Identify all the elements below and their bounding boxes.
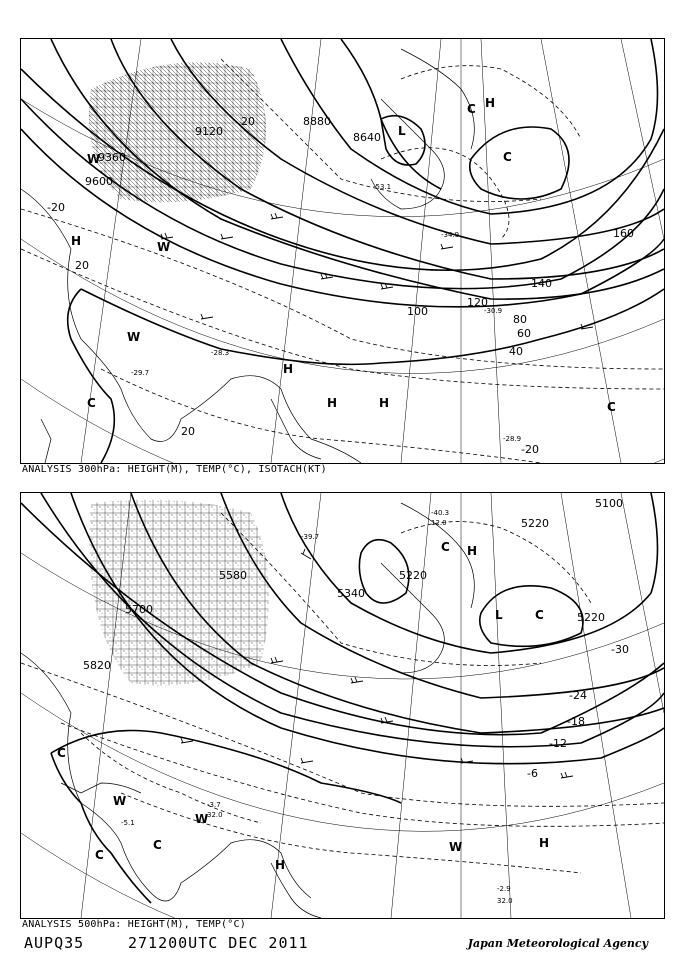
height-label: 9600: [85, 175, 113, 188]
wind-barb-icon: [301, 549, 311, 559]
isotach-label: 60: [517, 327, 531, 340]
isotach-label: 80: [513, 313, 527, 326]
wind-barb-icon: [161, 233, 173, 239]
isotach-label: 40: [509, 345, 523, 358]
isotherm-label: -24: [569, 689, 587, 702]
station-value: 12.0: [431, 519, 447, 527]
height-label: 5220: [521, 517, 549, 530]
parallel-line: [21, 379, 664, 463]
isotherm-label: -6: [527, 767, 538, 780]
station-value: 32.0: [497, 897, 513, 905]
temp-value: -30.9: [484, 307, 503, 315]
meridian-line: [561, 493, 631, 918]
meridian-line: [621, 39, 664, 239]
map-300hpa-svg: [21, 39, 664, 463]
temp-value: -28.3: [211, 349, 230, 357]
warm-center: W: [449, 840, 463, 854]
isotach-label: 20: [241, 115, 255, 128]
warm-center: H: [283, 362, 294, 376]
analysis-500hpa-map: [20, 492, 665, 919]
wind-barb-icon: [271, 213, 283, 219]
height-label: 5700: [125, 603, 153, 616]
cold-center: C: [87, 396, 96, 410]
temp-value: -34.9: [441, 231, 460, 239]
isotach-label: 100: [407, 305, 428, 318]
wind-barb-icon: [441, 244, 453, 249]
isotach-label: 140: [531, 277, 552, 290]
low-center: L: [398, 124, 406, 138]
high-center: H: [275, 858, 286, 872]
meridian-line: [491, 493, 511, 918]
warm-center: W: [127, 330, 141, 344]
station-value: 32.0: [207, 811, 223, 819]
height-label: 9120: [195, 125, 223, 138]
station-value: -5.1: [121, 819, 135, 827]
wind-barbs: [161, 213, 593, 329]
meridian-line: [271, 39, 321, 463]
parallel-line: [21, 833, 664, 918]
height-label: 5580: [219, 569, 247, 582]
warm-center: W: [113, 794, 127, 808]
wind-barb-icon: [201, 314, 213, 319]
cold-center: C: [535, 608, 544, 622]
station-value: -40.3: [431, 509, 450, 517]
isotherm-label: -12: [549, 737, 567, 750]
cold-center: C: [441, 540, 450, 554]
wind-barb-icon: [221, 234, 233, 239]
cold-center: C: [153, 838, 162, 852]
height-label: 5820: [83, 659, 111, 672]
wind-barb-icon: [351, 677, 363, 683]
cold-center: C: [57, 746, 66, 760]
high-center: H: [327, 396, 338, 410]
temp-value: -29.7: [131, 369, 150, 377]
hatched-isotach-region: [89, 62, 266, 202]
station-value: -39.7: [301, 533, 320, 541]
isotach-label: -20: [521, 443, 539, 456]
height-label: 8640: [353, 131, 381, 144]
high-center: C: [607, 400, 616, 414]
high-center: H: [539, 836, 550, 850]
meridian-line: [401, 39, 441, 463]
height-label: 8880: [303, 115, 331, 128]
wind-barb-icon: [561, 772, 573, 778]
map-500hpa-svg: [21, 493, 664, 918]
cold-center: C: [503, 150, 512, 164]
agency-name: Japan Meteorological Agency: [467, 937, 648, 950]
chart-code: AUPQ35: [24, 934, 85, 952]
analysis-300hpa-map: [20, 38, 665, 464]
high-center: H: [467, 544, 478, 558]
warm-center: W: [195, 812, 209, 826]
cold-center: H: [71, 234, 82, 248]
height-label: 5100: [595, 497, 623, 510]
isotach-label: 20: [75, 259, 89, 272]
isotach-label: 20: [181, 425, 195, 438]
station-value: -2.9: [497, 885, 511, 893]
wind-barb-icon: [271, 657, 283, 663]
valid-time: 271200UTC DEC 2011: [128, 934, 309, 952]
cold-center: C: [467, 102, 476, 116]
wind-barb-icon: [301, 758, 313, 763]
meridian-line: [391, 493, 431, 918]
height-label: 5220: [577, 611, 605, 624]
caption-500hpa: ANALYSIS 500hPa: HEIGHT(M), TEMP(°C): [22, 919, 246, 930]
low-center: L: [495, 608, 503, 622]
high-center: H: [379, 396, 390, 410]
warm-center: W: [87, 152, 101, 166]
high-center: H: [485, 96, 496, 110]
caption-300hpa: ANALYSIS 300hPa: HEIGHT(M), TEMP(°C), ISOTACH(KT): [22, 464, 327, 475]
isotherm-label: -30: [611, 643, 629, 656]
isotherm-label: -18: [567, 715, 585, 728]
height-label: 9360: [98, 151, 126, 164]
warm-center: W: [157, 240, 171, 254]
height-label: 5340: [337, 587, 365, 600]
wind-barb-icon: [381, 717, 393, 723]
height-label: 5220: [399, 569, 427, 582]
isotach-label: -20: [47, 201, 65, 214]
isotach-label: 160: [613, 227, 634, 240]
cold-center: C: [95, 848, 104, 862]
temp-value: -28.9: [503, 435, 522, 443]
station-value: -3.7: [207, 801, 221, 809]
isotach-label: 120: [467, 296, 488, 309]
temp-value: -53.1: [373, 183, 392, 191]
